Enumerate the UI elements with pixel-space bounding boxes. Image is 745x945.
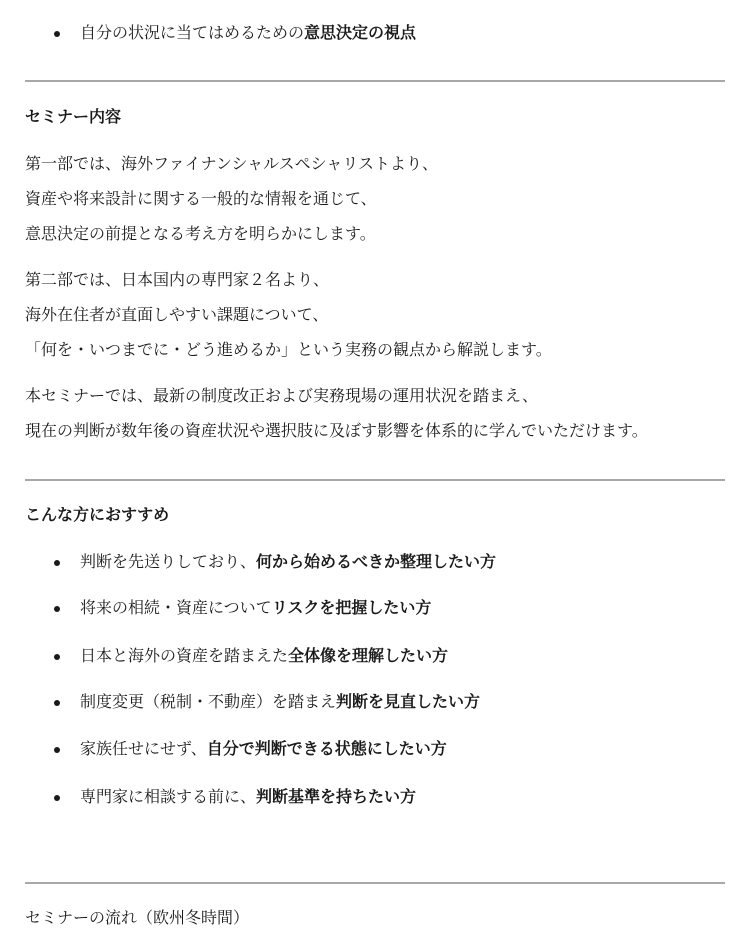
content-line: 資産や将来設計に関する一般的な情報を通じて、 bbox=[25, 189, 377, 208]
bullet-icon bbox=[54, 747, 60, 753]
list-item-emphasis: 意思決定の視点 bbox=[304, 23, 417, 42]
list-item-emphasis: 全体像を理解したい方 bbox=[288, 646, 449, 665]
content-line: 海外在住者が直面しやすい課題について、 bbox=[25, 305, 329, 324]
bullet-icon bbox=[54, 31, 60, 37]
flow-heading: セミナーの流れ（欧州冬時間） bbox=[25, 908, 250, 927]
list-item bbox=[54, 785, 416, 809]
list-item-text: 専門家に相談する前に、 bbox=[80, 787, 257, 806]
content-line: 意思決定の前提となる考え方を明らかにします。 bbox=[25, 224, 376, 243]
list-item-text: 判断を先送りしており、 bbox=[80, 552, 257, 571]
content-line: 第二部では、日本国内の専門家２名より、 bbox=[25, 270, 330, 289]
bullet-icon bbox=[54, 606, 60, 612]
content-line: 現在の判断が数年後の資産状況や選択肢に及ぼす影響を体系的に学んでいただけます。 bbox=[25, 421, 648, 440]
seminar-content-heading: セミナー内容 bbox=[25, 107, 122, 126]
list-item-emphasis: リスクを把握したい方 bbox=[271, 598, 432, 617]
list-item-emphasis: 自分で判断できる状態にしたい方 bbox=[206, 739, 447, 758]
list-item-emphasis: 判断基準を持ちたい方 bbox=[256, 787, 417, 806]
list-item-text: 日本と海外の資産を踏まえた bbox=[80, 646, 289, 665]
bullet-icon bbox=[54, 654, 60, 660]
list-item-text: 制度変更（税制・不動産）を踏まえ bbox=[80, 692, 337, 711]
recommend-heading: こんな方におすすめ bbox=[25, 505, 170, 524]
list-item bbox=[54, 644, 448, 668]
bullet-icon bbox=[54, 700, 60, 706]
list-item-text: 将来の相続・資産について bbox=[80, 598, 272, 617]
section-divider bbox=[25, 80, 725, 82]
content-line: 第一部では、海外ファイナンシャルスペシャリストより、 bbox=[25, 154, 439, 173]
list-item bbox=[54, 690, 480, 714]
bullet-icon bbox=[54, 560, 60, 566]
list-item bbox=[54, 550, 496, 574]
list-item-emphasis: 判断を見直したい方 bbox=[336, 692, 481, 711]
list-item-text: 自分の状況に当てはめるための bbox=[80, 23, 305, 42]
list-item bbox=[54, 21, 416, 45]
section-divider bbox=[25, 882, 725, 884]
list-item-emphasis: 何から始めるべきか整理したい方 bbox=[256, 552, 497, 571]
section-divider bbox=[25, 479, 725, 481]
list-item bbox=[54, 596, 431, 620]
content-line: 「何を・いつまでに・どう進めるか」という実務の観点から解説します。 bbox=[25, 340, 552, 359]
list-item bbox=[54, 737, 447, 761]
bullet-icon bbox=[54, 795, 60, 801]
list-item-text: 家族任せにせず、 bbox=[80, 739, 207, 758]
content-line: 本セミナーでは、最新の制度改正および実務現場の運用状況を踏まえ、 bbox=[25, 386, 538, 405]
